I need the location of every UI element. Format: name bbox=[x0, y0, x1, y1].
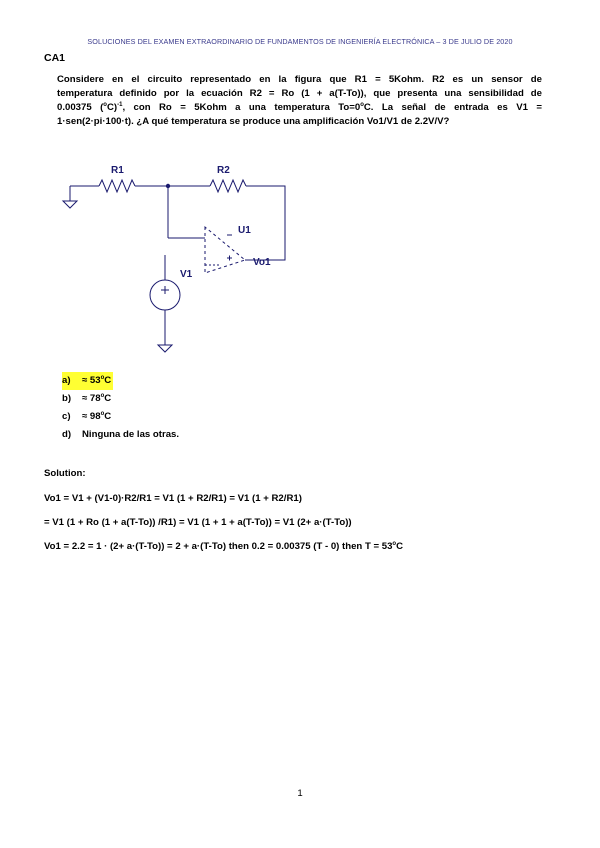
option-d[interactable]: d) Ninguna de las otras. bbox=[62, 429, 180, 440]
question-line-4: 1·sen(2·pi·100·t). ¿A qué temperatura se produce una amplificación Vo1/V1 de 2.2V/V? bbox=[57, 116, 450, 127]
option-b[interactable]: $b) \approx 78^oC$ bbox=[62, 392, 112, 404]
resistor-r2 bbox=[210, 180, 246, 192]
ground-symbol-left bbox=[63, 201, 77, 208]
degree-mark: o bbox=[103, 101, 107, 108]
question-line-3c: , con Ro = 5Kohm a una temperatura To=0 bbox=[122, 102, 361, 113]
question-line-1: Considere en el circuito representado en la figura que R1 = 5Kohm. R2 es un sensor de bbox=[57, 74, 542, 85]
solution-line-1: Vo1 = V1 + (V1-0)·R2/R1 = V1 (1 + R2/R1) = V1 (1 + R2/R1) bbox=[44, 493, 302, 504]
question-line-3b: C) bbox=[106, 102, 118, 113]
question-line-3d: C. La señal de entrada es V1 = bbox=[363, 102, 542, 113]
label-v1: V1 bbox=[180, 269, 193, 280]
question-line-2: temperatura definido por la ecuación R2 = Ro (1 + a(T-To)), que presenta una sensibilidad de bbox=[57, 88, 542, 99]
exponent-mark: -1 bbox=[117, 101, 123, 108]
option-c[interactable]: $c) \approx 98^oC$ bbox=[62, 410, 112, 422]
solution-title: Solution: bbox=[44, 468, 86, 479]
circuit-diagram bbox=[55, 155, 305, 365]
junction-dot bbox=[166, 184, 170, 188]
question-line-3 bbox=[57, 101, 542, 115]
wire-r2-out bbox=[245, 186, 285, 260]
label-r1: R1 bbox=[111, 165, 124, 176]
question-code: CA1 bbox=[44, 52, 66, 64]
page-number: 1 bbox=[297, 788, 303, 799]
page-header: SOLUCIONES DEL EXAMEN EXTRAORDINARIO DE FUNDAMENTOS DE INGENIERÍA ELECTRÓNICA – 3 DE JULIO DE 2020 bbox=[87, 37, 513, 46]
resistor-r1 bbox=[99, 180, 135, 192]
voltage-source-v1 bbox=[150, 280, 180, 310]
label-r2: R2 bbox=[217, 165, 230, 176]
degree-mark: o bbox=[360, 101, 364, 108]
label-vo1: Vo1 bbox=[253, 257, 271, 268]
option-a[interactable]: $a) \approx 53^oC$ bbox=[62, 372, 113, 390]
label-u1: U1 bbox=[238, 225, 251, 236]
solution-line-3: Vo1 = 2.2 = 1 · (2+ a·(T-To)) = 2 + a·(T-To) then 0.2 = 0.00375 (T - 0) then $T = 53^oC$ bbox=[44, 540, 404, 552]
question-line-3a: 0.00375 ( bbox=[57, 102, 104, 113]
question-text bbox=[57, 73, 542, 129]
ground-symbol-bottom bbox=[158, 345, 172, 352]
degree-mark: o bbox=[392, 540, 397, 547]
answer-options bbox=[62, 372, 179, 444]
solution-line-2: = V1 (1 + Ro (1 + a(T-To)) /R1) = V1 (1 + 1 + a(T-To)) = V1 (2+ a·(T-To)) bbox=[44, 517, 352, 528]
